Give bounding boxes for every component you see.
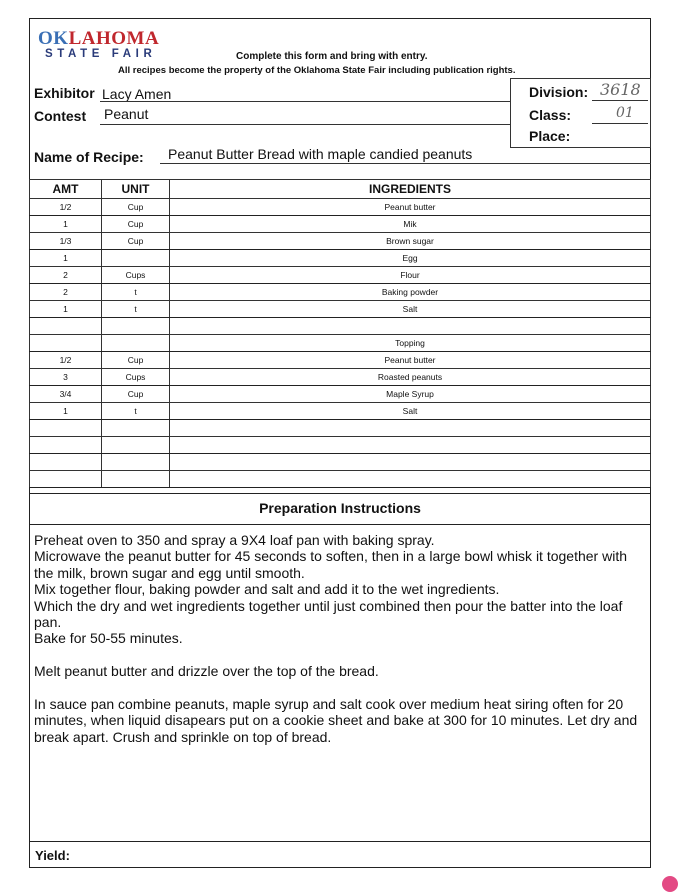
unit-cell xyxy=(102,454,170,471)
amt-cell xyxy=(30,437,102,454)
oklahoma-logo xyxy=(38,28,159,50)
amt-cell: 1 xyxy=(30,403,102,420)
amt-cell: 3/4 xyxy=(30,386,102,403)
unit-cell xyxy=(102,318,170,335)
yield-divider xyxy=(29,841,651,842)
unit-header: UNIT xyxy=(102,180,170,199)
unit-cell: Cup xyxy=(102,233,170,250)
unit-cell: Cups xyxy=(102,369,170,386)
prep-title-divider xyxy=(29,524,651,525)
unit-cell: Cup xyxy=(102,352,170,369)
unit-cell xyxy=(102,437,170,454)
prep-top-divider xyxy=(29,493,651,494)
table-row xyxy=(30,386,651,403)
ingredient-cell xyxy=(170,471,651,488)
logo-state-fair: STATE FAIR xyxy=(45,48,157,60)
prep-line: In sauce pan combine peanuts, maple syrup and salt cook over medium heat siring often for 20 minutes, when liquid disapears put on a cookie sheet and bake at 300 for 10 minutes. Let dry and break apart. Crush and sprinkle on top of bread. xyxy=(34,696,638,745)
ingredient-cell xyxy=(170,437,651,454)
yield-label: Yield: xyxy=(35,848,70,863)
ingredient-cell: Flour xyxy=(170,267,651,284)
ingredient-cell xyxy=(170,454,651,471)
table-row xyxy=(30,318,651,335)
amt-cell: 1/2 xyxy=(30,199,102,216)
table-row xyxy=(30,335,651,352)
class-label: Class: xyxy=(529,107,572,123)
amt-cell xyxy=(30,318,102,335)
prep-line: Melt peanut butter and drizzle over the top of the bread. xyxy=(34,663,379,680)
unit-cell xyxy=(102,420,170,437)
amt-header: AMT xyxy=(30,180,102,199)
recipe-name-underline xyxy=(160,163,651,164)
ingredient-cell xyxy=(170,420,651,437)
table-row xyxy=(30,301,651,318)
pink-dot-mark xyxy=(662,876,678,892)
table-row xyxy=(30,420,651,437)
prep-line: Bake for 50-55 minutes. xyxy=(34,630,183,647)
header-rights-notice: All recipes become the property of the Oklahoma State Fair including publication rights. xyxy=(118,65,516,76)
table-row xyxy=(30,352,651,369)
ingredient-cell: Maple Syrup xyxy=(170,386,651,403)
table-row xyxy=(30,267,651,284)
ingredient-cell: Egg xyxy=(170,250,651,267)
contest-underline xyxy=(100,124,510,125)
ingredient-cell: Peanut butter xyxy=(170,352,651,369)
prep-line: Preheat oven to 350 and spray a 9X4 loaf pan with baking spray. xyxy=(34,532,435,548)
header-instruction: Complete this form and bring with entry. xyxy=(236,51,428,62)
logo-lahoma: LAHOMA xyxy=(68,28,160,49)
ingredient-cell xyxy=(170,318,651,335)
amt-cell: 1 xyxy=(30,301,102,318)
amt-cell xyxy=(30,420,102,437)
ingredients-header-row xyxy=(30,180,651,199)
unit-cell: Cup xyxy=(102,216,170,233)
prep-line: Mix together flour, baking powder and salt and add it to the wet ingredients. xyxy=(34,581,500,598)
contest-label: Contest xyxy=(34,108,87,124)
ingredients-table xyxy=(29,179,651,488)
table-row xyxy=(30,437,651,454)
unit-cell xyxy=(102,335,170,352)
ingredients-header: INGREDIENTS xyxy=(170,180,651,199)
amt-cell: 3 xyxy=(30,369,102,386)
table-row xyxy=(30,199,651,216)
ingredient-cell: Brown sugar xyxy=(170,233,651,250)
exhibitor-underline xyxy=(100,101,510,102)
class-underline xyxy=(592,123,648,124)
amt-cell: 2 xyxy=(30,284,102,301)
amt-cell xyxy=(30,335,102,352)
table-row xyxy=(30,250,651,267)
unit-cell xyxy=(102,250,170,267)
prep-line: Which the dry and wet ingredients together until just combined then pour the batter into the loaf pan. xyxy=(34,597,623,631)
amt-cell: 1 xyxy=(30,250,102,267)
amt-cell: 1/3 xyxy=(30,233,102,250)
table-row xyxy=(30,233,651,250)
ingredient-cell: Salt xyxy=(170,403,651,420)
prep-instructions-body[interactable] xyxy=(34,532,648,745)
prep-line: Microwave the peanut butter for 45 seconds to soften, then in a large bowl whisk it together with the milk, brown sugar and egg until smooth. xyxy=(34,548,627,581)
unit-cell: t xyxy=(102,284,170,301)
unit-cell: t xyxy=(102,301,170,318)
ingredient-cell: Peanut butter xyxy=(170,199,651,216)
prep-instructions-title: Preparation Instructions xyxy=(259,500,421,516)
division-label: Division: xyxy=(529,84,589,100)
division-field[interactable]: 3618 xyxy=(600,80,641,99)
amt-cell xyxy=(30,454,102,471)
class-field[interactable]: 01 xyxy=(616,105,634,121)
unit-cell xyxy=(102,471,170,488)
contest-field[interactable]: Peanut xyxy=(104,106,149,122)
place-label: Place: xyxy=(529,128,571,144)
amt-cell: 1 xyxy=(30,216,102,233)
unit-cell: t xyxy=(102,403,170,420)
ingredient-cell: Topping xyxy=(170,335,651,352)
exhibitor-field[interactable]: Lacy Amen xyxy=(102,86,172,102)
table-row xyxy=(30,216,651,233)
amt-cell: 1/2 xyxy=(30,352,102,369)
division-underline xyxy=(592,100,648,101)
logo-ok: OK xyxy=(38,28,69,49)
amt-cell: 2 xyxy=(30,267,102,284)
table-row xyxy=(30,471,651,488)
ingredient-cell: Salt xyxy=(170,301,651,318)
recipe-name-field[interactable]: Peanut Butter Bread with maple candied peanuts xyxy=(168,146,473,162)
table-row xyxy=(30,284,651,301)
unit-cell: Cups xyxy=(102,267,170,284)
ingredient-cell: Baking powder xyxy=(170,284,651,301)
ingredient-cell: Mik xyxy=(170,216,651,233)
unit-cell: Cup xyxy=(102,199,170,216)
recipe-name-label: Name of Recipe: xyxy=(34,149,144,165)
table-row xyxy=(30,454,651,471)
ingredient-cell: Roasted peanuts xyxy=(170,369,651,386)
unit-cell: Cup xyxy=(102,386,170,403)
amt-cell xyxy=(30,471,102,488)
table-row xyxy=(30,369,651,386)
exhibitor-label: Exhibitor xyxy=(34,85,95,101)
table-row xyxy=(30,403,651,420)
